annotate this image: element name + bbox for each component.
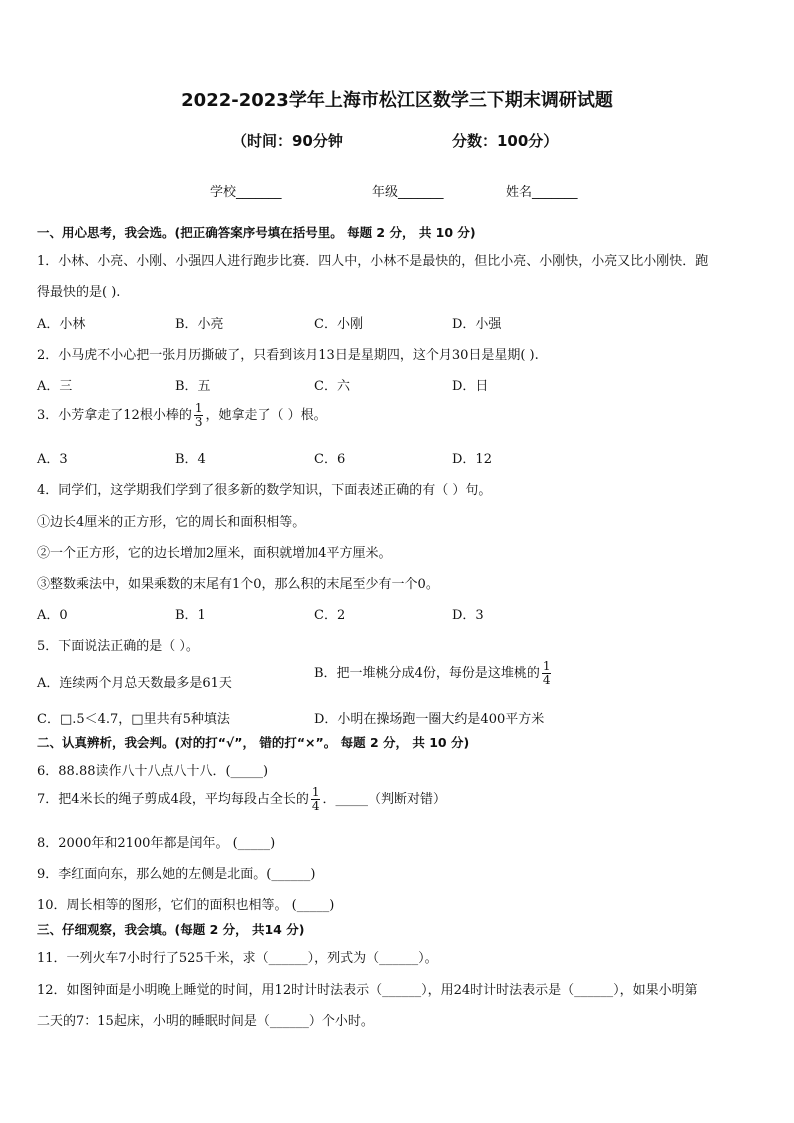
q1-option-a: A．小林 [37,317,86,332]
q1-option-b: B．小亮 [175,317,224,332]
q4-statement-1: ①边长4厘米的正方形，它的周长和面积相等。 [37,515,306,530]
q7-fraction-numerator: 1 [311,785,320,799]
q2-text: 2．小马虎不小心把一张月历撕破了，只看到该月13日是星期四，这个月30日是星期( ). [37,348,539,363]
q9-text: 9．李红面向东，那么她的左侧是北面。(______) [37,867,316,882]
q3-option-c: C．6 [314,452,346,467]
q4-option-d: D．3 [452,608,484,623]
q1-option-c: C．小刚 [314,317,363,332]
q2-option-a: A．三 [37,379,73,394]
school-field: 学校_______ [210,185,282,200]
q10-text: 10．周长相等的图形，它们的面积也相等。 (_____) [37,898,335,913]
q2-option-c: C．六 [314,379,350,394]
q3-option-d: D．12 [452,452,492,467]
exam-time: （时间：90分钟 [232,132,343,150]
q4-statement-3: ③整数乘法中，如果乘数的末尾有1个0，那么积的末尾至少有一个0。 [37,577,439,592]
q1-text-line2: 得最快的是( ). [37,285,121,300]
q1-text-line1: 1．小林、小亮、小刚、小强四人进行跑步比赛．四人中，小林不是最快的，但比小亮、小刚快，小亮又比小刚快．跑 [37,254,709,269]
q3-option-b: B．4 [175,452,206,467]
q11-text: 11．一列火车7小时行了525千米，求（______），列式为（______）。 [37,951,438,966]
q5-fraction-denominator: 4 [542,673,551,687]
name-field: 姓名_______ [506,185,578,200]
q5-option-c: C．□.5＜4.7，□里共有5种填法 [37,712,230,727]
grade-field: 年级_______ [372,185,444,200]
q8-text: 8．2000年和2100年都是闰年。 (_____) [37,836,276,851]
q7-text-pre: 7．把4米长的绳子剪成4段，平均每段占全长的 [37,792,309,807]
q12-text-line2: 二天的7：15起床，小明的睡眠时间是（______）个小时。 [37,1014,374,1029]
q5-option-b-text: B．把一堆桃分成4份，每份是这堆桃的 [314,666,540,681]
exam-title: 2022-2023学年上海市松江区数学三下期末调研试题 [181,90,613,111]
q4-option-b: B．1 [175,608,206,623]
q12-text-line1: 12．如图钟面是小明晚上睡觉的时间，用12时计时法表示（______），用24时计时法表示是（______），如果小明第 [37,983,698,998]
q5-fraction-numerator: 1 [542,659,551,673]
exam-score: 分数：100分） [452,132,559,150]
q3-fraction-denominator: 3 [194,415,203,429]
q4-option-a: A．0 [37,608,68,623]
q7-fraction [311,786,321,813]
q5-option-d: D．小明在操场跑一圈大约是400平方米 [314,712,545,727]
q7-fraction-denominator: 4 [311,799,320,813]
q1-option-d: D．小强 [452,317,502,332]
q4-statement-2: ②一个正方形，它的边长增加2厘米，面积就增加4平方厘米。 [37,546,392,561]
q4-option-c: C．2 [314,608,346,623]
section-2-heading: 二、认真辨析，我会判。(对的打“√”， 错的打“×”。 每题 2 分， 共 10 分) [37,735,470,750]
q4-text: 4．同学们，这学期我们学到了很多新的数学知识，下面表述正确的有（ ）句。 [37,483,492,498]
q3-text-post: ，她拿走了（ ）根。 [205,408,327,423]
q6-text: 6．88.88读作八十八点八十八．(_____) [37,764,269,779]
q7-text-post: ．_____（判断对错） [322,792,446,807]
q3-option-a: A．3 [37,452,68,467]
q7-text [37,786,446,813]
section-3-heading: 三、仔细观察，我会填。(每题 2 分， 共14 分) [37,922,305,937]
q5-option-b [314,660,553,687]
q5-option-a: A．连续两个月总天数最多是61天 [37,676,232,691]
q3-text [37,402,327,429]
q2-option-b: B．五 [175,379,211,394]
q5-fraction [542,660,552,687]
q3-fraction-numerator: 1 [194,401,203,415]
q3-text-pre: 3．小芳拿走了12根小棒的 [37,408,192,423]
q2-option-d: D．日 [452,379,489,394]
q3-fraction [194,402,204,429]
q5-text: 5．下面说法正确的是（ ）。 [37,639,199,654]
section-1-heading: 一、用心思考，我会选。(把正确答案序号填在括号里。 每题 2 分， 共 10 分) [37,225,476,240]
